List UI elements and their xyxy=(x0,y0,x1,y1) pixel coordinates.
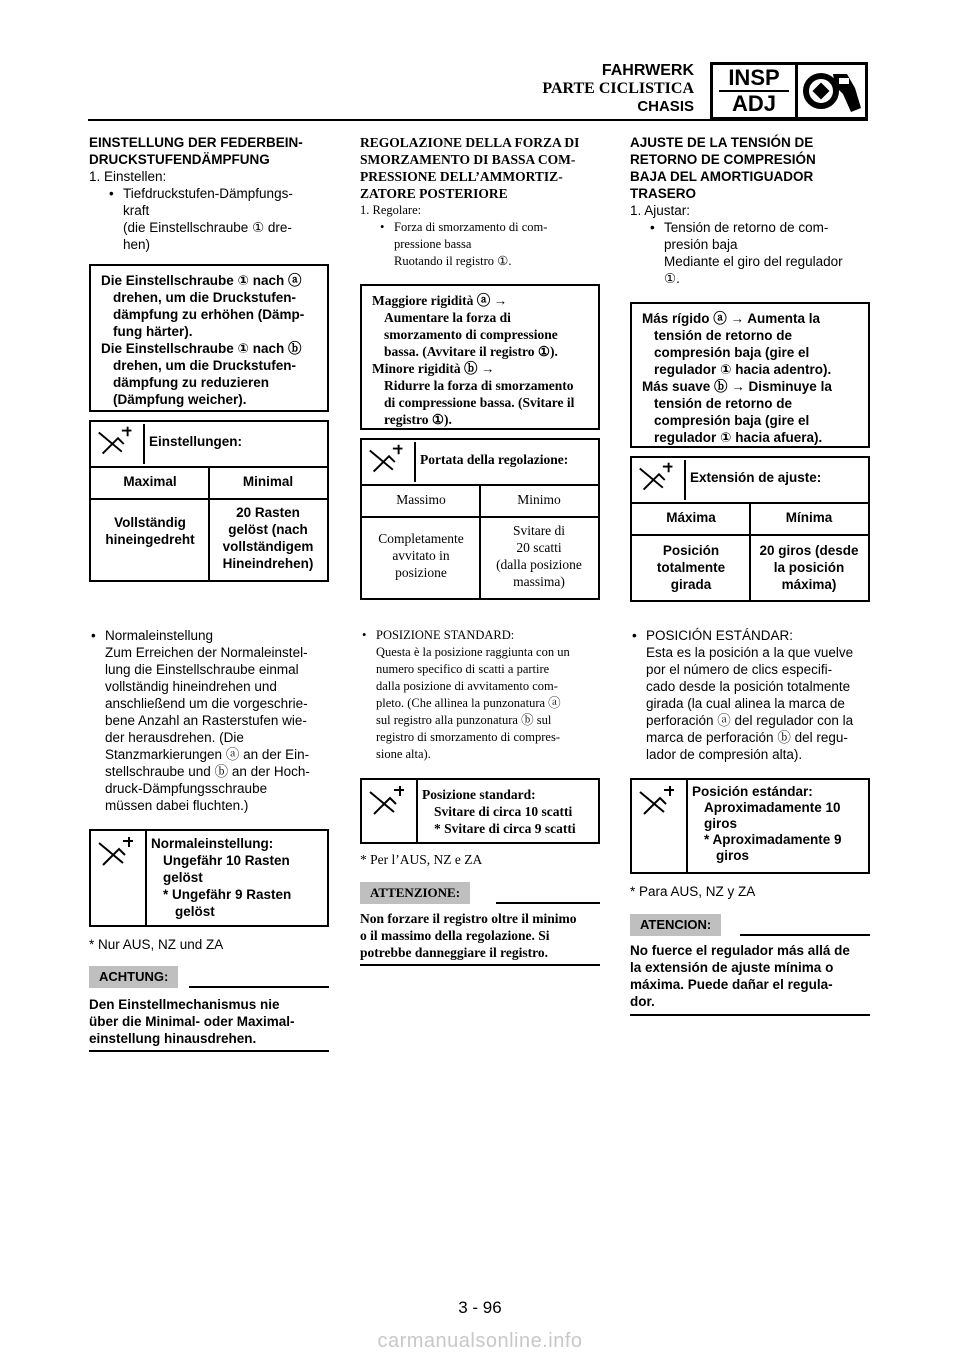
warning-label-de: ACHTUNG: xyxy=(89,966,178,988)
wrench-icon xyxy=(93,833,145,877)
max-value-de: Vollständig hineingedreht xyxy=(105,515,195,547)
footnote-it: * Per l’AUS, NZ e ZA xyxy=(360,852,483,867)
step-es: 1. Ajustar: xyxy=(630,203,691,218)
step-it: 1. Regolare: xyxy=(360,203,422,217)
col-min-it: Minimo xyxy=(517,492,561,507)
header-rule xyxy=(88,119,868,121)
badge-insp: INSP xyxy=(719,66,789,92)
max-value-es: Posición totalmente girada xyxy=(656,543,726,592)
warning-de: ACHTUNG: Den Einstellmechanismus nie über die Minimal- oder Maximal- einstellung hinausdrehen. xyxy=(89,966,329,1056)
col-max-de: Maximal xyxy=(123,474,177,489)
settings-label-de: Einstellungen: xyxy=(149,434,243,449)
title-es: CHASIS xyxy=(637,98,694,115)
page-number: 3 - 96 xyxy=(458,1298,502,1317)
col-min-de: Minimal xyxy=(242,474,294,489)
step-de: 1. Einstellen: xyxy=(89,169,167,184)
standard-box-de: Normaleinstellung: Ungefähr 10 Rasten gelöst * Ungefähr 9 Rasten gelöst xyxy=(89,829,329,927)
settings-table-de xyxy=(89,420,329,582)
wrench-icon xyxy=(364,442,416,482)
section-titles xyxy=(542,62,694,116)
heading-es: AJUSTE DE LA TENSIÓN DE RETORNO DE COMPRESIÓN BAJA DEL AMORTIGUADOR TRASERO xyxy=(630,135,816,201)
warning-es: ATENCION: No fuerce el regulador más allá de la extensión de ajuste mínima o máxima. Puede dañar el regula- dor. xyxy=(630,914,870,1020)
warning-label-it: ATTENZIONE: xyxy=(360,882,470,904)
footnote-de: * Nur AUS, NZ und ZA xyxy=(89,937,224,952)
badge-adj: ADJ xyxy=(731,91,776,116)
settings-label-it: Portata della regolazione: xyxy=(420,452,569,467)
settings-label-es: Extensión de ajuste: xyxy=(690,470,822,485)
min-value-it: Svitare di 20 scatti (dalla posizione massima) xyxy=(496,523,582,589)
heading-de: EINSTELLUNG DER FEDERBEIN- DRUCKSTUFENDÄMPFUNG xyxy=(89,135,303,167)
adjust-direction-box-it: Maggiore rigidità ⓐ → Aumentare la forza di smorzamento di compressione bassa. (Avvitare il registro ①). Minore rigidità ⓑ → Ridurre la forza di smorzamento di compressione bassa. (Svitare il registro ①). xyxy=(360,284,600,430)
title-it: PARTE CICLISTICA xyxy=(542,80,694,97)
column-german xyxy=(89,134,329,253)
col-max-it: Massimo xyxy=(396,492,446,507)
wrench-icon xyxy=(93,424,145,464)
warning-label-es: ATENCION: xyxy=(630,914,721,936)
heading-it: REGOLAZIONE DELLA FORZA DI SMORZAMENTO DI BASSA COM- PRESSIONE DELL’AMMORTIZ- ZATORE POSTERIORE xyxy=(360,135,580,201)
standard-de: • Normaleinstellung Zum Erreichen der Normaleinstel- lung die Einstellschraube einmal vollständig hineindrehen und anschließend um die vorgeschrie- bene Anzahl an Rasterstufen wie- der herausdrehen. (Die Stanzmarkierungen ⓐ an der Ein- stellschraube und ⓑ an der Hoch- druck-Dämpfungsschraube müssen dabei fluchten.) xyxy=(89,627,329,814)
title-de: FAHRWERK xyxy=(601,62,694,79)
bullet-de: • Tiefdruckstufen-Dämpfungs- kraft (die Einstellschraube ① dre- hen) xyxy=(89,185,329,253)
standard-box-it: Posizione standard: Svitare di circa 10 scatti * Svitare di circa 9 scatti xyxy=(360,778,600,844)
watermark: carmanualsonline.info xyxy=(377,1330,583,1352)
standard-es: • POSICIÓN ESTÁNDAR: Esta es la posición a la que vuelve por el número de clics especifi- cado desde la posición totalmente girada (la cual alinea la marca de perforación ⓐ del regulador con la marca de perforación ⓑ del regu- lador de compresión alta). xyxy=(630,627,870,763)
wrench-icon xyxy=(364,782,416,826)
column-italian xyxy=(360,134,600,270)
wrench-icon xyxy=(634,782,686,826)
footnote-es: * Para AUS, NZ y ZA xyxy=(630,884,756,899)
max-value-it: Completamente avvitato in posizione xyxy=(378,531,464,580)
col-min-es: Mínima xyxy=(785,510,833,525)
min-value-es: 20 giros (desde la posición máxima) xyxy=(759,543,859,592)
settings-table-es xyxy=(630,456,870,602)
adjust-direction-box-de: Die Einstellschraube ① nach ⓐ drehen, um die Druckstufen- dämpfung zu erhöhen (Dämp- fung härter). Die Einstellschraube ① nach ⓑ drehen, um die Druckstufen- dämpfung zu reduzieren (Dämpfung weicher). xyxy=(89,264,329,412)
min-value-de: 20 Rasten gelöst (nach vollständigem Hineindrehen) xyxy=(222,505,314,571)
adjust-direction-box-es: Más rígido ⓐ → Aumenta la tensión de retorno de compresión baja (gire el regulador ① hacia adentro). Más suave ⓑ → Disminuye la tensión de retorno de compresión baja (gire el regulador ① hacia afuera). xyxy=(630,302,870,448)
settings-table-it xyxy=(360,438,600,600)
bullet-es: • Tensión de retorno de com- presión baja Mediante el giro del regulador ①. xyxy=(630,219,870,287)
wrench-icon xyxy=(634,460,686,500)
wrench-screwdriver-icon xyxy=(799,68,865,114)
standard-it: • POSIZIONE STANDARD: Questa è la posizione raggiunta con un numero specifico di scatti a partire dalla posizione di avvitamento com- pleto. (Che allinea la punzonatura ⓐ sul registro alla punzonatura ⓑ sul registro di smorzamento di compres- sione alta). xyxy=(360,627,600,763)
bullet-it: • Forza di smorzamento di com- pressione bassa Ruotando il registro ①. xyxy=(360,219,600,270)
col-max-es: Máxima xyxy=(666,510,716,525)
column-spanish xyxy=(630,134,870,287)
insp-adj-badge xyxy=(710,62,868,120)
warning-it: ATTENZIONE: Non forzare il registro oltre il minimo o il massimo della regolazione. Si potrebbe danneggiare il registro. xyxy=(360,882,600,968)
standard-box-es: Posición estándar: Aproximadamente 10 giros * Aproximadamente 9 giros xyxy=(630,778,870,874)
